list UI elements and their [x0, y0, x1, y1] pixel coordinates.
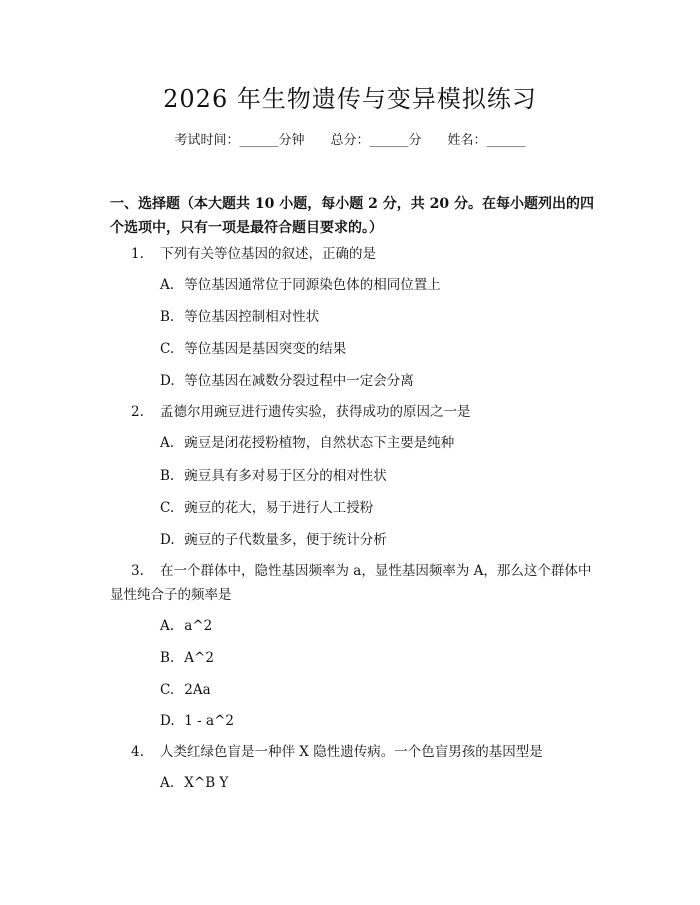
option-label: D.: [160, 532, 175, 548]
option-label: C.: [160, 500, 175, 516]
question-number: 4.: [131, 744, 144, 760]
option-label: B.: [160, 468, 175, 484]
option-text: 等位基因是基因突变的结果: [184, 341, 347, 357]
option-label: C.: [160, 341, 175, 357]
option-3a: [160, 616, 212, 636]
section-heading: 一、选择题（本大题共 10 小题，每小题 2 分，共 20 分。在每小题列出的四个选项中，只有一项是最符合题目要求的。）: [110, 196, 594, 236]
option-text: 豌豆是闭花授粉植物，自然状态下主要是纯种: [184, 435, 455, 451]
option-2b: [160, 466, 387, 486]
total-score-field: 总分：______分: [330, 133, 422, 148]
option-text: 1 - a^2: [184, 713, 234, 729]
option-text: 2Aa: [184, 682, 211, 698]
question-number: 3.: [131, 563, 144, 579]
option-3b: [160, 648, 214, 668]
exam-time-field: 考试时间：______分钟: [174, 133, 305, 148]
option-label: A.: [160, 618, 175, 634]
option-2d: [160, 530, 387, 550]
option-label: D.: [160, 713, 175, 729]
option-text: 豌豆具有多对易于区分的相对性状: [184, 468, 387, 484]
question-text: 在一个群体中，隐性基因频率为 a，显性基因频率为 A，那么这个群体中: [160, 563, 592, 579]
question-text: 孟德尔用豌豆进行遗传实验，获得成功的原因之一是: [160, 404, 471, 420]
option-label: D.: [160, 373, 175, 389]
option-1d: [160, 371, 414, 391]
option-text: A^2: [184, 650, 214, 666]
question-text: 下列有关等位基因的叙述，正确的是: [160, 246, 376, 262]
option-text: a^2: [184, 618, 213, 634]
option-text: 豌豆的花大，易于进行人工授粉: [184, 500, 374, 516]
option-text: 豌豆的子代数量多，便于统计分析: [184, 532, 387, 548]
option-text: X^B Y: [184, 775, 229, 791]
option-1c: [160, 339, 346, 359]
option-2a: [160, 433, 454, 453]
option-label: B.: [160, 650, 175, 666]
option-1b: [160, 307, 319, 327]
option-text: 等位基因在减数分裂过程中一定会分离: [184, 373, 414, 389]
option-3d: [160, 711, 234, 731]
option-label: C.: [160, 682, 175, 698]
option-label: B.: [160, 309, 175, 325]
option-4a: [160, 773, 228, 793]
question-text: 人类红绿色盲是一种伴 X 隐性遗传病。一个色盲男孩的基因型是: [160, 744, 543, 760]
question-number: 1.: [131, 246, 144, 262]
option-label: A.: [160, 277, 175, 293]
option-label: A.: [160, 435, 175, 451]
exam-meta: [0, 132, 700, 150]
option-text: 等位基因通常位于同源染色体的相同位置上: [184, 277, 441, 293]
question-number: 2.: [131, 404, 144, 420]
option-3c: [160, 680, 211, 700]
option-2c: [160, 498, 373, 518]
name-field: 姓名：______: [447, 133, 526, 148]
option-label: A.: [160, 775, 175, 791]
page-title: 2026 年生物遗传与变异模拟练习: [163, 85, 537, 113]
option-text: 等位基因控制相对性状: [184, 309, 320, 325]
question-text-continued: 显性纯合子的频率是: [110, 587, 232, 603]
option-1a: [160, 275, 441, 295]
